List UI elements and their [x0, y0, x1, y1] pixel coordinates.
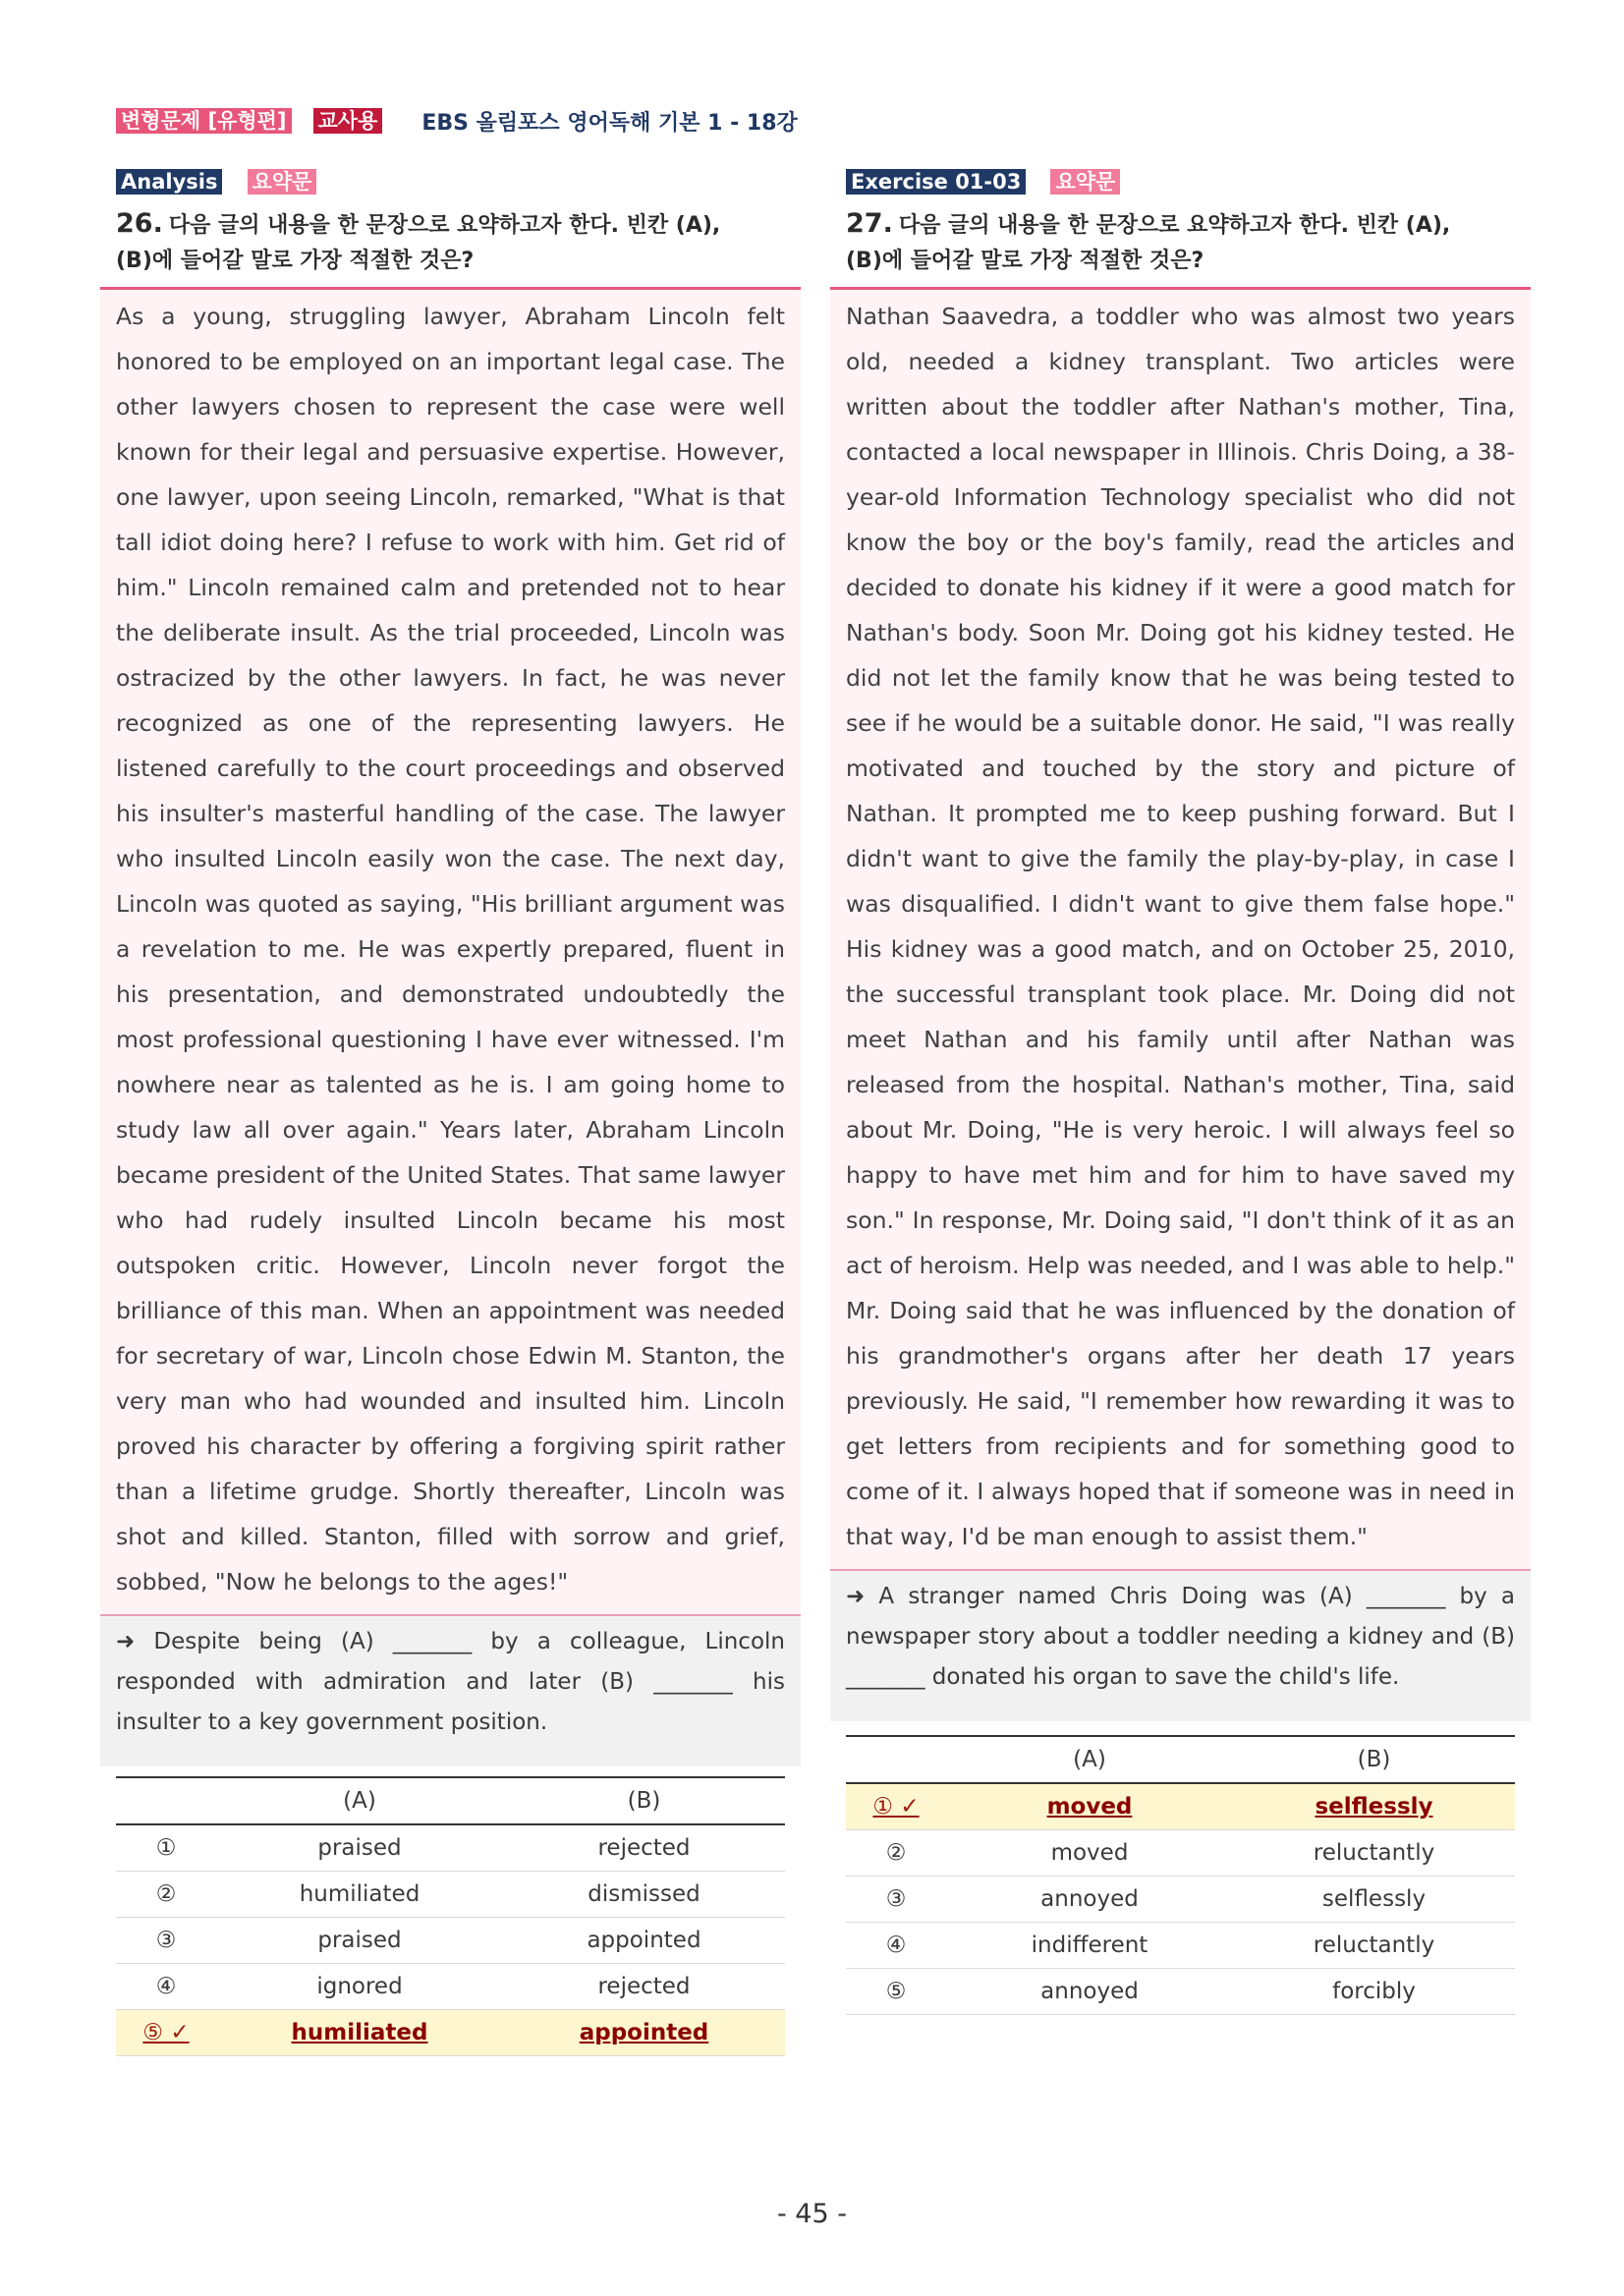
option-a: indifferent: [946, 1923, 1233, 1969]
header-a: (A): [216, 1777, 503, 1824]
option-b: appointed: [503, 1918, 785, 1964]
header-b: (B): [1233, 1736, 1515, 1783]
option-b-correct: appointed: [503, 2010, 785, 2056]
option-number: ④: [116, 1964, 216, 2010]
option-number: ⑤: [846, 1969, 946, 2015]
answer-table: [846, 1735, 1515, 2015]
option-number-correct: ⑤ ✓: [116, 2010, 216, 2056]
option-b-correct: selflessly: [1233, 1783, 1515, 1830]
correct-answer-option[interactable]: [116, 2010, 785, 2056]
question-prompt: [846, 206, 1514, 279]
analysis-tag: Analysis: [116, 169, 222, 195]
option-number-correct: ① ✓: [846, 1783, 946, 1830]
question-line-1: 다음 글의 내용을 한 문장으로 요약하고자 한다. 빈칸 (A),: [168, 213, 721, 238]
summary-type-tag: 요약문: [1050, 169, 1120, 195]
option-a: praised: [216, 1918, 503, 1964]
reading-passage: [100, 290, 801, 1614]
page-number: - 45 -: [776, 2199, 847, 2229]
question-line-2: (B)에 들어갈 말로 가장 적절한 것은?: [846, 249, 1204, 273]
option-a: humiliated: [216, 1872, 503, 1918]
teacher-tag: 교사용: [313, 108, 383, 134]
option-number: ①: [116, 1824, 216, 1872]
header-b: (B): [503, 1777, 785, 1824]
header-a: (A): [946, 1736, 1233, 1783]
question-26: [100, 169, 801, 2056]
option-b: dismissed: [503, 1872, 785, 1918]
header-number: [116, 1777, 216, 1824]
header-number: [846, 1736, 946, 1783]
option-number: ②: [116, 1872, 216, 1918]
correct-answer-option[interactable]: [846, 1783, 1515, 1830]
option-a: annoyed: [946, 1876, 1233, 1923]
question-prompt: [116, 206, 784, 279]
question-tags: [846, 169, 1531, 196]
answer-option[interactable]: [116, 1872, 785, 1918]
option-b: rejected: [503, 1824, 785, 1872]
question-number: 27.: [846, 208, 893, 239]
answer-option[interactable]: [846, 1923, 1515, 1969]
answer-option[interactable]: [846, 1830, 1515, 1876]
question-line-2: (B)에 들어갈 말로 가장 적절한 것은?: [116, 249, 475, 273]
option-number: ②: [846, 1830, 946, 1876]
reading-passage: [830, 290, 1531, 1569]
passage-text: As a young, struggling lawyer, Abraham Lincoln felt honored to be employed on an important legal case. The other lawyers chosen to represent the case were well known for their legal and persuasive expertise. However, one lawyer, upon seeing Lincoln, remarked, "What is that tall idiot doing here? I refuse to work with him. Get rid of him." Lincoln remained calm and pretended not to hear the deliberate insult. As the trial proceeded, Lincoln was ostracized by the other lawyers. In fact, he was never recognized as one of the representing lawyers. He listened carefully to the court proceedings and observed his insulter's masterful handling of the case. The lawyer who insulted Lincoln easily won the case. The next day, Lincoln was quoted as saying, "His brilliant argument was a revelation to me. He was expertly prepared, fluent in his presentation, and demonstrated undoubtedly the most professional questioning I have ever witnessed. I'm nowhere near as talented as he is. I am going home to study law all over again." Years later, Abraham Lincoln became president of the United States. That same lawyer who had rudely insulted Lincoln became his most outspoken critic. However, Lincoln never forgot the brilliance of this man. When an appointment was needed for secretary of war, Lincoln chose Edwin M. Stanton, the very man who had wounded and insulted him. Lincoln proved his character by offering a forgiving spirit rather than a lifetime grudge. Shortly thereafter, Lincoln was shot and killed. Stanton, filled with sorrow and grief, sobbed, "Now he belongs to the ages!": [116, 303, 785, 1596]
option-b: forcibly: [1233, 1969, 1515, 2015]
book-title: EBS 올림포스 영어독해 기본 1 - 18강: [421, 110, 798, 136]
exercise-tag: Exercise 01-03: [846, 169, 1026, 195]
option-number: ③: [846, 1876, 946, 1923]
page-header: [116, 106, 798, 136]
option-a-correct: moved: [946, 1783, 1233, 1830]
question-line-1: 다음 글의 내용을 한 문장으로 요약하고자 한다. 빈칸 (A),: [898, 213, 1451, 238]
option-number: ③: [116, 1918, 216, 1964]
summary-sentence: ➜ Despite being (A) _______ by a colleague, Lincoln responded with admiration and later (B) _______ his insulter to a key government position.: [100, 1616, 801, 1766]
passage-text: Nathan Saavedra, a toddler who was almost two years old, needed a kidney transplant. Two articles were written about the toddler after Nathan's mother, Tina, contacted a local newspaper in Illinois. Chris Doing, a 38-year-old Information Technology specialist who did not know the boy or the boy's family, read the articles and decided to donate his kidney if it were a good match for Nathan's body. Soon Mr. Doing got his kidney tested. He did not let the family know that he was being tested to see if he would be a suitable donor. He said, "I was really motivated and touched by the story and picture of Nathan. It prompted me to keep pushing forward. But I didn't want to give the family the play-by-play, in case I was disqualified. I didn't want to give them false hope." His kidney was a good match, and on October 25, 2010, the successful transplant took place. Mr. Doing did not meet Nathan and his family until after Nathan was released from the hospital. Nathan's mother, Tina, said about Mr. Doing, "He is very heroic. I will always feel so happy to have met him and for him to have saved my son." In response, Mr. Doing said, "I don't think of it as an act of heroism. Help was needed, and I was able to help." Mr. Doing said that he was influenced by the donation of his grandmother's organs after her death 17 years previously. He said, "I remember how rewarding it was to get letters from recipients and for something good to come of it. I always hoped that if someone was in need in that way, I'd be man enough to assist them.": [846, 303, 1515, 1550]
option-a: ignored: [216, 1964, 503, 2010]
question-tags: [116, 169, 801, 196]
option-a-correct: humiliated: [216, 2010, 503, 2056]
answer-table: [116, 1776, 785, 2056]
answer-table-header: [846, 1736, 1515, 1783]
option-a: moved: [946, 1830, 1233, 1876]
option-b: rejected: [503, 1964, 785, 2010]
question-27: [830, 169, 1531, 2015]
answer-option[interactable]: [116, 1824, 785, 1872]
answer-option[interactable]: [116, 1918, 785, 1964]
question-number: 26.: [116, 208, 163, 239]
option-b: selflessly: [1233, 1876, 1515, 1923]
answer-option[interactable]: [116, 1964, 785, 2010]
answer-option[interactable]: [846, 1876, 1515, 1923]
answer-table-header: [116, 1777, 785, 1824]
option-a: praised: [216, 1824, 503, 1872]
option-b: reluctantly: [1233, 1830, 1515, 1876]
summary-sentence: ➜ A stranger named Chris Doing was (A) _______ by a newspaper story about a toddler needing a kidney and (B) _______ donated his organ to save the child's life.: [830, 1571, 1531, 1721]
type-tag: 변형문제 [유형편]: [116, 108, 292, 134]
option-b: reluctantly: [1233, 1923, 1515, 1969]
option-a: annoyed: [946, 1969, 1233, 2015]
option-number: ④: [846, 1923, 946, 1969]
summary-type-tag: 요약문: [248, 169, 317, 195]
answer-option[interactable]: [846, 1969, 1515, 2015]
